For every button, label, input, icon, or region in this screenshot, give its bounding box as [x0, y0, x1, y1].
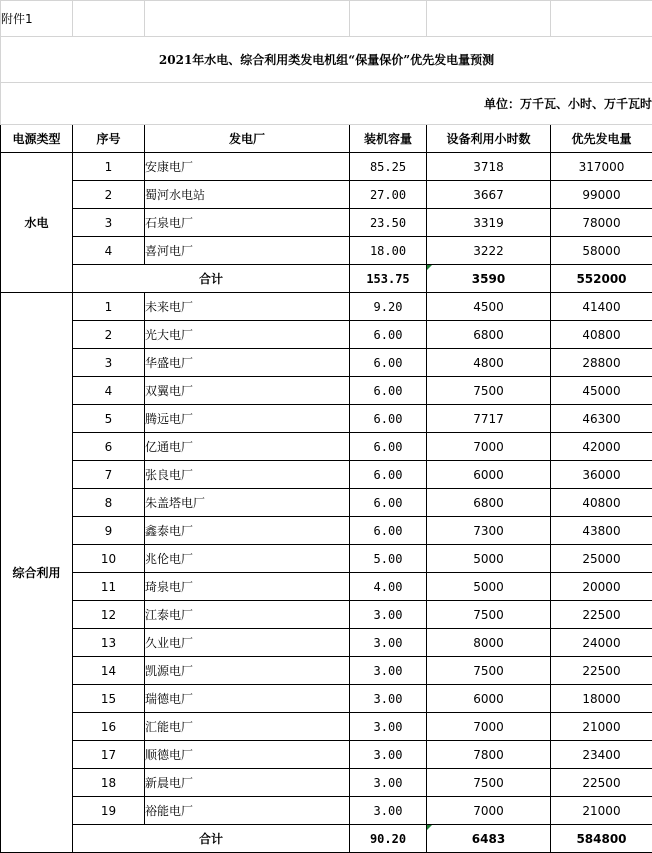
plant-name-cell[interactable]: 喜河电厂: [145, 237, 350, 265]
output-cell[interactable]: 28800: [551, 349, 652, 377]
output-cell[interactable]: 58000: [551, 237, 652, 265]
output-cell[interactable]: 20000: [551, 573, 652, 601]
capacity-cell[interactable]: 5.00: [350, 545, 427, 573]
seq-no-cell[interactable]: 7: [73, 461, 145, 489]
seq-no-cell[interactable]: 3: [73, 349, 145, 377]
subtotal-output[interactable]: 552000: [551, 265, 652, 293]
capacity-cell[interactable]: 3.00: [350, 741, 427, 769]
empty-cell[interactable]: [551, 1, 652, 37]
hours-cell[interactable]: 7717: [427, 405, 551, 433]
output-cell[interactable]: 18000: [551, 685, 652, 713]
hours-cell[interactable]: 7500: [427, 657, 551, 685]
seq-no-cell[interactable]: 4: [73, 237, 145, 265]
plant-name-cell[interactable]: 朱盖塔电厂: [145, 489, 350, 517]
hours-cell[interactable]: 5000: [427, 545, 551, 573]
empty-cell[interactable]: [427, 1, 551, 37]
subtotal-output[interactable]: 584800: [551, 825, 652, 853]
output-cell[interactable]: 21000: [551, 713, 652, 741]
capacity-cell[interactable]: 18.00: [350, 237, 427, 265]
subtotal-row: [1, 265, 652, 293]
comprehensive-type-cell[interactable]: 综合利用: [1, 293, 73, 853]
empty-cell[interactable]: [145, 1, 350, 37]
table-row: [1, 797, 652, 825]
plant-name-cell[interactable]: 双翼电厂: [145, 377, 350, 405]
plant-name-cell[interactable]: 未来电厂: [145, 293, 350, 321]
seq-no-cell[interactable]: 5: [73, 405, 145, 433]
plant-name-cell[interactable]: 华盛电厂: [145, 349, 350, 377]
table-row: [1, 237, 652, 265]
output-cell[interactable]: 41400: [551, 293, 652, 321]
hours-cell[interactable]: 6000: [427, 461, 551, 489]
table-row: [1, 517, 652, 545]
seq-no-cell[interactable]: 16: [73, 713, 145, 741]
plant-name-cell[interactable]: 琦泉电厂: [145, 573, 350, 601]
hours-cell[interactable]: 7500: [427, 377, 551, 405]
header-seq-no[interactable]: 序号: [73, 125, 145, 153]
seq-no-cell[interactable]: 1: [73, 293, 145, 321]
plant-name-cell[interactable]: 光大电厂: [145, 321, 350, 349]
capacity-cell[interactable]: 6.00: [350, 349, 427, 377]
table-row: [1, 601, 652, 629]
output-cell[interactable]: 22500: [551, 657, 652, 685]
table-row: [1, 321, 652, 349]
hours-cell[interactable]: 5000: [427, 573, 551, 601]
output-cell[interactable]: 99000: [551, 181, 652, 209]
hours-cell[interactable]: 7000: [427, 713, 551, 741]
output-cell[interactable]: 40800: [551, 321, 652, 349]
plant-name-cell[interactable]: 石泉电厂: [145, 209, 350, 237]
plant-name-cell[interactable]: 兆伦电厂: [145, 545, 350, 573]
hours-cell[interactable]: 3222: [427, 237, 551, 265]
hours-cell[interactable]: 7500: [427, 769, 551, 797]
output-cell[interactable]: 42000: [551, 433, 652, 461]
plant-name-cell[interactable]: 亿通电厂: [145, 433, 350, 461]
subtotal-row: [1, 825, 652, 853]
subtotal-hours[interactable]: 6483: [427, 825, 551, 853]
plant-name-cell[interactable]: 久业电厂: [145, 629, 350, 657]
table-row: [1, 741, 652, 769]
empty-cell[interactable]: [350, 1, 427, 37]
seq-no-cell[interactable]: 6: [73, 433, 145, 461]
seq-no-cell[interactable]: 13: [73, 629, 145, 657]
seq-no-cell[interactable]: 10: [73, 545, 145, 573]
table-row: [1, 685, 652, 713]
plant-name-cell[interactable]: 顺德电厂: [145, 741, 350, 769]
table-row: [1, 461, 652, 489]
table-row: [1, 181, 652, 209]
output-cell[interactable]: 24000: [551, 629, 652, 657]
table-row: [1, 657, 652, 685]
annex-label[interactable]: 附件1: [1, 1, 73, 37]
output-cell[interactable]: 25000: [551, 545, 652, 573]
hours-cell[interactable]: 7000: [427, 433, 551, 461]
capacity-cell[interactable]: 3.00: [350, 601, 427, 629]
capacity-cell[interactable]: 3.00: [350, 685, 427, 713]
output-cell[interactable]: 21000: [551, 797, 652, 825]
capacity-cell[interactable]: 3.00: [350, 657, 427, 685]
table-row: [1, 769, 652, 797]
header-output[interactable]: 优先发电量: [551, 125, 652, 153]
table-row: [1, 153, 652, 181]
table-row: [1, 545, 652, 573]
plant-name-cell[interactable]: 汇能电厂: [145, 713, 350, 741]
output-cell[interactable]: 22500: [551, 769, 652, 797]
table-row: [1, 629, 652, 657]
capacity-cell[interactable]: 4.00: [350, 573, 427, 601]
seq-no-cell[interactable]: 9: [73, 517, 145, 545]
capacity-cell[interactable]: 9.20: [350, 293, 427, 321]
plant-name-cell[interactable]: 新晨电厂: [145, 769, 350, 797]
capacity-cell[interactable]: 3.00: [350, 713, 427, 741]
hours-cell[interactable]: 6800: [427, 489, 551, 517]
capacity-cell[interactable]: 85.25: [350, 153, 427, 181]
capacity-cell[interactable]: 23.50: [350, 209, 427, 237]
table-row: [1, 293, 652, 321]
hours-cell[interactable]: 7300: [427, 517, 551, 545]
hours-cell[interactable]: 7500: [427, 601, 551, 629]
hours-cell[interactable]: 6800: [427, 321, 551, 349]
seq-no-cell[interactable]: 11: [73, 573, 145, 601]
hours-cell[interactable]: 8000: [427, 629, 551, 657]
subtotal-capacity[interactable]: 90.20: [350, 825, 427, 853]
output-cell[interactable]: 46300: [551, 405, 652, 433]
output-cell[interactable]: 43800: [551, 517, 652, 545]
seq-no-cell[interactable]: 15: [73, 685, 145, 713]
seq-no-cell[interactable]: 8: [73, 489, 145, 517]
plant-name-cell[interactable]: 安康电厂: [145, 153, 350, 181]
capacity-cell[interactable]: 6.00: [350, 433, 427, 461]
hours-cell[interactable]: 6000: [427, 685, 551, 713]
output-cell[interactable]: 45000: [551, 377, 652, 405]
hours-cell[interactable]: 7800: [427, 741, 551, 769]
subtotal-hours[interactable]: 3590: [427, 265, 551, 293]
capacity-cell[interactable]: 6.00: [350, 517, 427, 545]
table-row: [1, 489, 652, 517]
capacity-cell[interactable]: 3.00: [350, 769, 427, 797]
output-cell[interactable]: 22500: [551, 601, 652, 629]
plant-name-cell[interactable]: 江泰电厂: [145, 601, 350, 629]
seq-no-cell[interactable]: 3: [73, 209, 145, 237]
output-cell[interactable]: 40800: [551, 489, 652, 517]
output-cell[interactable]: 78000: [551, 209, 652, 237]
hours-cell[interactable]: 3718: [427, 153, 551, 181]
header-hours[interactable]: 设备利用小时数: [427, 125, 551, 153]
table-row: [1, 573, 652, 601]
hours-cell[interactable]: 4500: [427, 293, 551, 321]
seq-no-cell[interactable]: 12: [73, 601, 145, 629]
capacity-cell[interactable]: 3.00: [350, 629, 427, 657]
subtotal-label[interactable]: 合计: [73, 825, 350, 853]
empty-cell[interactable]: [73, 1, 145, 37]
unit-note[interactable]: 单位：万千瓦、小时、万千瓦时: [1, 83, 652, 125]
output-cell[interactable]: 23400: [551, 741, 652, 769]
hydro-type-cell[interactable]: 水电: [1, 153, 73, 293]
seq-no-cell[interactable]: 19: [73, 797, 145, 825]
seq-no-cell[interactable]: 2: [73, 181, 145, 209]
table-row: [1, 405, 652, 433]
table-row: [1, 349, 652, 377]
table-row: [1, 377, 652, 405]
seq-no-cell[interactable]: 2: [73, 321, 145, 349]
seq-no-cell[interactable]: 17: [73, 741, 145, 769]
plant-name-cell[interactable]: 蜀河水电站: [145, 181, 350, 209]
hours-cell[interactable]: 4800: [427, 349, 551, 377]
capacity-cell[interactable]: 6.00: [350, 405, 427, 433]
capacity-cell[interactable]: 27.00: [350, 181, 427, 209]
table-row: [1, 433, 652, 461]
hours-cell[interactable]: 7000: [427, 797, 551, 825]
hours-cell[interactable]: 3667: [427, 181, 551, 209]
seq-no-cell[interactable]: 14: [73, 657, 145, 685]
seq-no-cell[interactable]: 4: [73, 377, 145, 405]
capacity-cell[interactable]: 3.00: [350, 797, 427, 825]
seq-no-cell[interactable]: 1: [73, 153, 145, 181]
header-source-type[interactable]: 电源类型: [1, 125, 73, 153]
table-row: [1, 713, 652, 741]
header-row: [1, 125, 652, 153]
page-title[interactable]: 2021年水电、综合利用类发电机组“保量保价”优先发电量预测: [1, 37, 652, 83]
output-cell[interactable]: 317000: [551, 153, 652, 181]
plant-name-cell[interactable]: 瑞德电厂: [145, 685, 350, 713]
seq-no-cell[interactable]: 18: [73, 769, 145, 797]
plant-name-cell[interactable]: 张良电厂: [145, 461, 350, 489]
capacity-cell[interactable]: 6.00: [350, 377, 427, 405]
plant-name-cell[interactable]: 腾远电厂: [145, 405, 350, 433]
capacity-cell[interactable]: 6.00: [350, 321, 427, 349]
capacity-cell[interactable]: 6.00: [350, 461, 427, 489]
hours-cell[interactable]: 3319: [427, 209, 551, 237]
capacity-cell[interactable]: 6.00: [350, 489, 427, 517]
plant-name-cell[interactable]: 鑫泰电厂: [145, 517, 350, 545]
header-plant[interactable]: 发电厂: [145, 125, 350, 153]
header-capacity[interactable]: 装机容量: [350, 125, 427, 153]
subtotal-capacity[interactable]: 153.75: [350, 265, 427, 293]
plant-name-cell[interactable]: 凯源电厂: [145, 657, 350, 685]
subtotal-label[interactable]: 合计: [73, 265, 350, 293]
output-cell[interactable]: 36000: [551, 461, 652, 489]
table-row: [1, 209, 652, 237]
plant-name-cell[interactable]: 裕能电厂: [145, 797, 350, 825]
